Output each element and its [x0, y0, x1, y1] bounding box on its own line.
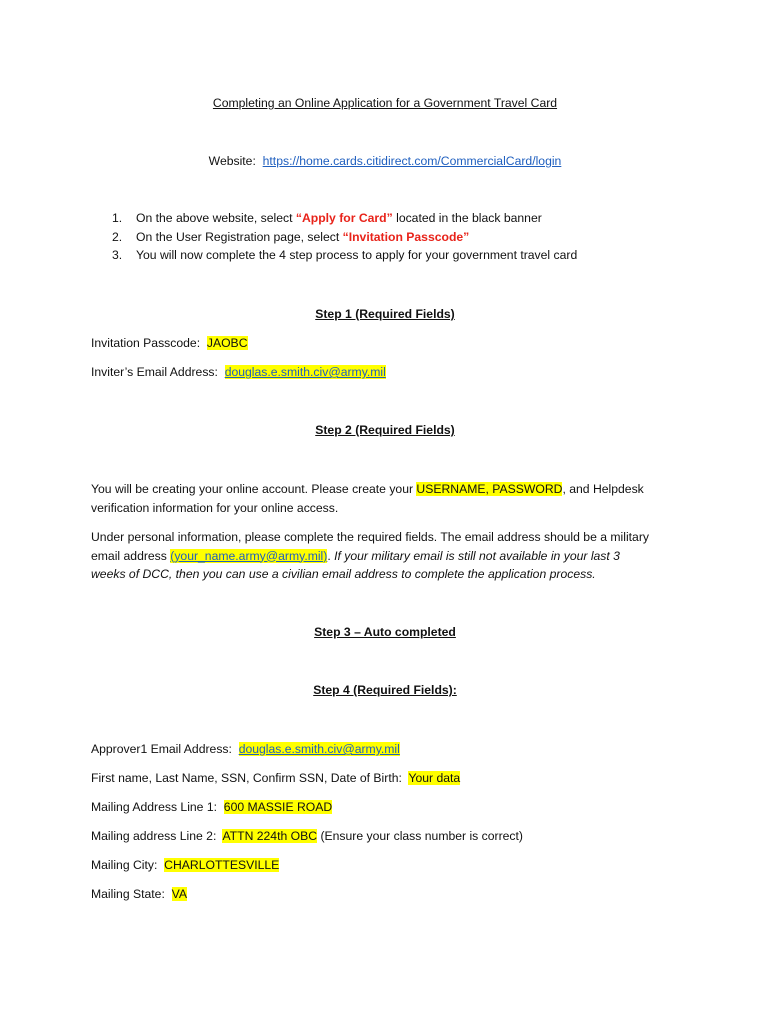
step4-heading: Step 4 (Required Fields):	[313, 683, 457, 697]
address-line1-row: Mailing Address Line 1: 600 MASSIE ROAD	[91, 800, 333, 814]
instruction-item: 3. You will now complete the 4 step process to apply for your government travel card	[112, 248, 578, 262]
inviter-email-line: Inviter’s Email Address: douglas.e.smith.civ@army.mil	[91, 365, 386, 379]
website-link[interactable]: https://home.cards.citidirect.com/CommercialCard/login	[262, 154, 562, 168]
step2-paragraph2: Under personal information, please complete the required fields. The email address should be a military email address (your_name.army@army.mil). If your military email is still not available in your last 3 weeks of DCC, then you can use a civilian email address to complete the application process.	[91, 530, 649, 581]
mailing-state-value: VA	[171, 887, 187, 901]
instruction-item: 2. On the User Registration page, select “Invitation Passcode”	[112, 229, 470, 244]
step3-heading: Step 3 – Auto completed	[314, 625, 456, 639]
address-line1-value: 600 MASSIE ROAD	[223, 800, 333, 814]
instruction-item: 1. On the above website, select “Apply for Card” located in the black banner	[112, 211, 542, 225]
address-line2-note: (Ensure your class number is correct)	[317, 829, 523, 843]
address-line2-row: Mailing address Line 2: ATTN 224th OBC (Ensure your class number is correct)	[91, 829, 523, 843]
username-password-highlight: USERNAME, PASSWORD	[416, 482, 563, 496]
document-title: Completing an Online Application for a Government Travel Card	[212, 96, 558, 110]
website-label: Website:	[208, 154, 256, 168]
approver-email-line: Approver1 Email Address: douglas.e.smith.civ@army.mil	[91, 742, 400, 756]
website-line	[0, 152, 770, 170]
step2-paragraph1: You will be creating your online account. Please create your USERNAME, PASSWORD, and Helpdesk verification information for your online access.	[91, 482, 644, 515]
mailing-city-value: CHARLOTTESVILLE	[164, 858, 280, 872]
personal-data-line: First name, Last Name, SSN, Confirm SSN, Date of Birth: Your data	[91, 771, 461, 785]
address-line2-value: ATTN 224th OBC	[222, 829, 318, 843]
mailing-city-row: Mailing City: CHARLOTTESVILLE	[91, 858, 280, 872]
personal-data-value: Your data	[408, 771, 461, 785]
approver-email-link[interactable]: douglas.e.smith.civ@army.mil	[238, 742, 400, 756]
instruction-list	[112, 209, 577, 265]
military-email-example[interactable]: (your_name.army@army.mil)	[170, 548, 328, 563]
inviter-email-link[interactable]: douglas.e.smith.civ@army.mil	[224, 365, 386, 379]
mailing-state-row: Mailing State: VA	[91, 887, 187, 901]
passcode-value: JAOBC	[206, 336, 248, 350]
passcode-line: Invitation Passcode: JAOBC	[91, 336, 248, 350]
step1-heading: Step 1 (Required Fields)	[315, 307, 455, 321]
step2-heading: Step 2 (Required Fields)	[315, 423, 455, 437]
